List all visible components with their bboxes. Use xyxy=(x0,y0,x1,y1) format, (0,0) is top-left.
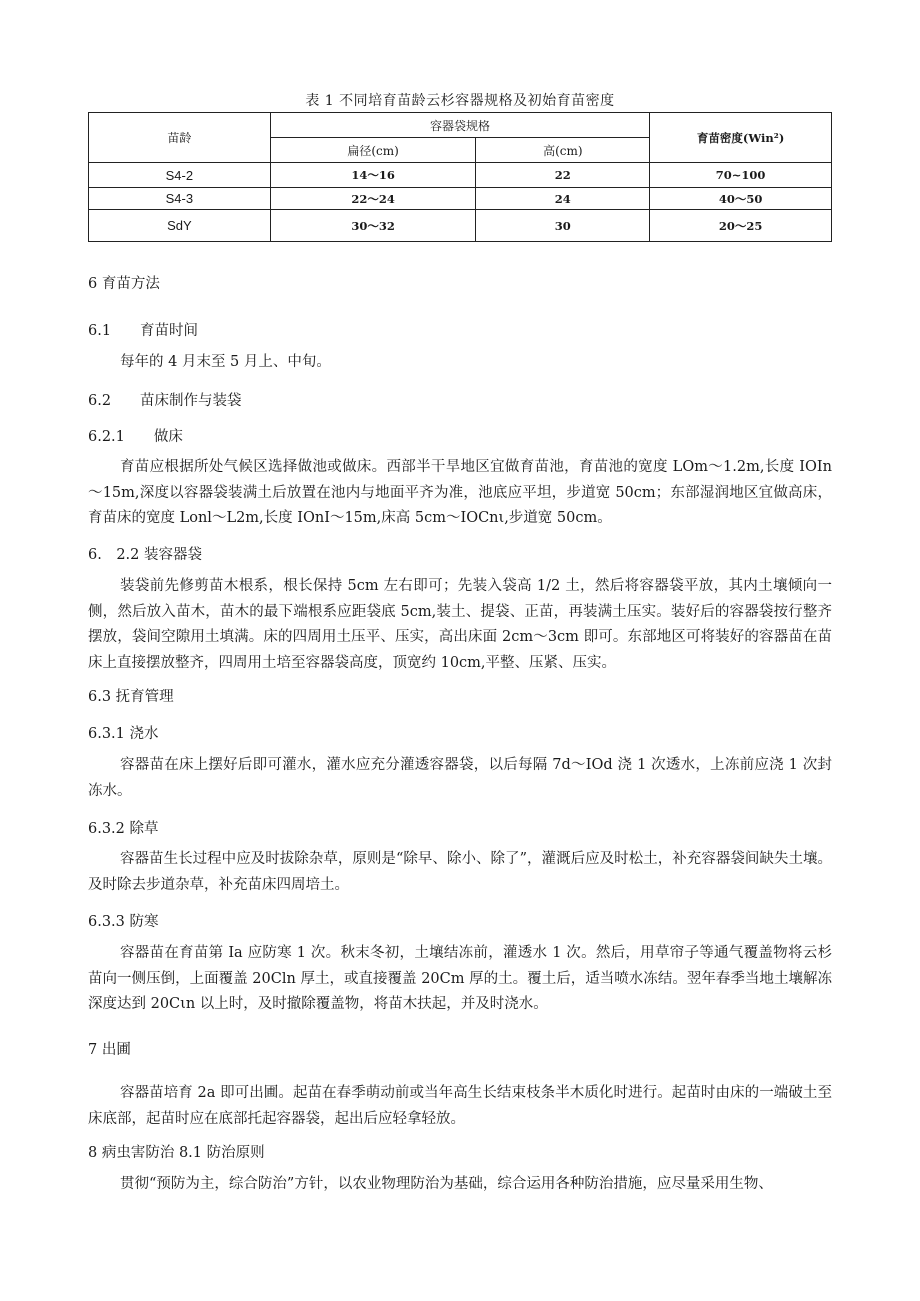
heading-6-2-1: 6.2.1 做床 xyxy=(88,429,183,445)
cell-height: 30 xyxy=(476,210,650,242)
heading-6-3-3: 6.3.3 防寒 xyxy=(88,914,159,930)
table-row xyxy=(89,210,832,242)
cell-density: 70~100 xyxy=(650,163,832,188)
heading-6-3-2: 6.3.2 除草 xyxy=(88,821,159,837)
cell-density: 20～25 xyxy=(650,210,832,242)
paragraph-6-3-1: 容器苗在床上摆好后即可灌水，灌水应充分灌透容器袋，以后每隔 7d～IOd 浇 1 次透水，上冻前应浇 1 次封冻水。 xyxy=(88,757,832,799)
cell-age: SdY xyxy=(89,210,271,242)
cell-diameter: 22～24 xyxy=(270,188,476,210)
paragraph-8-1: 贯彻“预防为主，综合防治”方针，以农业物理防治为基础，综合运用各种防治措施，应尽量采用生物、 xyxy=(120,1176,773,1192)
heading-6-2: 6.2 苗床制作与装袋 xyxy=(88,393,242,409)
paragraph-6-3-3: 容器苗在育苗第 Ia 应防寒 1 次。秋末冬初，土壤结冻前，灌透水 1 次。然后，用草帘子等通气覆盖物将云杉苗向一侧压倒，上面覆盖 20Cln 厚土，或直接覆盖 20Cm 厚的土。覆土后，适当喷水冻结。翌年春季当地土壤解冻深度达到 20Cιn 以上时，及时撤除覆盖物，将苗木扶起，并及时浇水。 xyxy=(88,945,832,1012)
header-height: 高(cm) xyxy=(476,138,650,163)
heading-6-3: 6.3 抚育管理 xyxy=(88,689,174,705)
heading-6: 6 育苗方法 xyxy=(88,276,160,292)
header-bag-spec: 容器袋规格 xyxy=(270,113,649,138)
heading-6-1: 6.1 育苗时间 xyxy=(88,323,199,339)
heading-6-3-1: 6.3.1 浇水 xyxy=(88,726,159,742)
header-age: 苗龄 xyxy=(89,113,271,163)
container-spec-table xyxy=(88,112,832,242)
cell-height: 24 xyxy=(476,188,650,210)
heading-6-2-2: 6. 2.2 装容器袋 xyxy=(88,547,203,563)
paragraph-6-1: 每年的 4 月末至 5 月上、中旬。 xyxy=(120,354,331,370)
heading-7: 7 出圃 xyxy=(88,1042,131,1058)
paragraph-6-2-2: 装袋前先修剪苗木根系，根长保持 5cm 左右即可；先装入袋高 1/2 土，然后将容器袋平放，其内土壤倾向一侧，然后放入苗木，苗木的最下端根系应距袋底 5cm,装土、提袋、正苗，再装满土压实。装好后的容器袋按行整齐摆放，袋间空隙用土填满。床的四周用土压平、压实，高出床面 2cm～3cm 即可。东部地区可将装好的容器苗在苗床上直接摆放整齐，四周用土培至容器袋高度，顶宽约 10cm,平整、压紧、压实。 xyxy=(88,578,832,671)
cell-density: 40～50 xyxy=(650,188,832,210)
heading-8: 8 病虫害防治 8.1 防治原则 xyxy=(88,1145,265,1161)
paragraph-6-2-1: 育苗应根据所处气候区选择做池或做床。西部半干旱地区宜做育苗池，育苗池的宽度 LOm～1.2m,长度 IOIn～15m,深度以容器袋装满土后放置在池内与地面平齐为准，池底应平坦，步道宽 50cm；东部湿润地区宜做高床，育苗床的宽度 Lonl～L2m,长度 IOnI～15m,床高 5cm～IOCnι,步道宽 50cm。 xyxy=(88,459,832,526)
table-row xyxy=(89,163,832,188)
cell-age: S4-3 xyxy=(89,188,271,210)
cell-diameter: 30～32 xyxy=(270,210,476,242)
paragraph-6-3-2: 容器苗生长过程中应及时拔除杂草，原则是“除早、除小、除了”，灌溉后应及时松土，补充容器袋间缺失土壤。及时除去步道杂草，补充苗床四周培土。 xyxy=(88,851,832,893)
cell-diameter: 14～16 xyxy=(270,163,476,188)
header-density: 育苗密度(Win²) xyxy=(650,113,832,163)
header-diameter: 扁径(cm) xyxy=(270,138,476,163)
cell-height: 22 xyxy=(476,163,650,188)
table-caption: 表 1 不同培育苗龄云杉容器规格及初始育苗密度 xyxy=(305,93,615,109)
table-row xyxy=(89,188,832,210)
paragraph-7: 容器苗培育 2a 即可出圃。起苗在春季萌动前或当年高生长结束枝条半木质化时进行。起苗时由床的一端破土至床底部，起苗时应在底部托起容器袋，起出后应轻拿轻放。 xyxy=(88,1085,832,1127)
cell-age: S4-2 xyxy=(89,163,271,188)
